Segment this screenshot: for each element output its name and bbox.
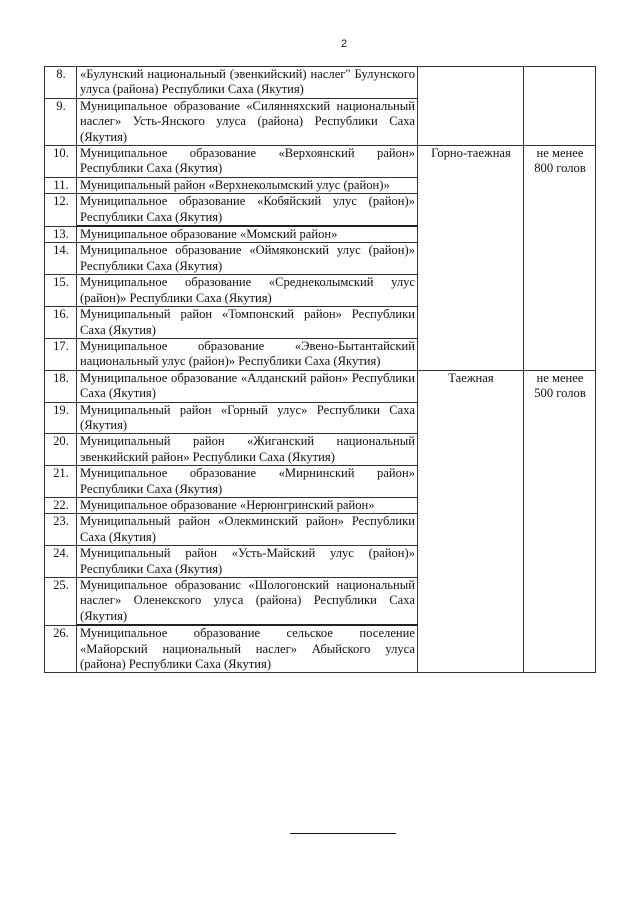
row-number: 8. xyxy=(45,67,77,99)
district-name: Муниципальный район «Горный улус» Республики Саха (Якутия) xyxy=(77,402,418,434)
minimum-cell xyxy=(524,67,596,146)
zone-cell xyxy=(418,67,524,146)
row-number: 13. xyxy=(45,226,77,243)
row-number: 21. xyxy=(45,466,77,498)
district-name: Муниципальное образование «Алданский район» Республики Саха (Якутия) xyxy=(77,370,418,402)
districts-table xyxy=(44,66,596,673)
row-number: 25. xyxy=(45,578,77,626)
row-number: 12. xyxy=(45,194,77,226)
district-name: Муниципальное образование «Силянняхский национальный наслег» Усть-Янского улуса (района) Республики Саха (Якутия) xyxy=(77,98,418,145)
district-name: Муниципальный район «Жиганский национальный эвенкийский район» Республики Саха (Якутия) xyxy=(77,434,418,466)
district-name: Муниципальное образование «Нерюнгринский район» xyxy=(77,497,418,513)
district-name: Муниципальный район «Томпонский район» Республики Саха (Якутия) xyxy=(77,307,418,339)
footer-separator-line xyxy=(290,833,396,834)
district-name: Муниципальное образование «Момский район» xyxy=(77,226,418,243)
district-name: Муниципальный район «Усть-Майский улус (район)» Республики Саха (Якутия) xyxy=(77,546,418,578)
table-row xyxy=(45,370,596,402)
row-number: 15. xyxy=(45,275,77,307)
table-row xyxy=(45,146,596,178)
row-number: 14. xyxy=(45,243,77,275)
zone-cell: Таежная xyxy=(418,370,524,673)
district-name: Муниципальное образование «Верхоянский район» Республики Саха (Якутия) xyxy=(77,146,418,178)
district-name: Муниципальное образование «Кобяйский улус (район)» Республики Саха (Якутия) xyxy=(77,194,418,226)
row-number: 23. xyxy=(45,514,77,546)
row-number: 20. xyxy=(45,434,77,466)
district-name: Муниципальный район «Верхнеколымский улус (район)» xyxy=(77,177,418,193)
row-number: 10. xyxy=(45,146,77,178)
minimum-cell: не менее 500 голов xyxy=(524,370,596,673)
row-number: 11. xyxy=(45,177,77,193)
row-number: 24. xyxy=(45,546,77,578)
row-number: 19. xyxy=(45,402,77,434)
table-row xyxy=(45,67,596,99)
district-name: Муниципальное образование «Среднеколымский улус (район)» Республики Саха (Якутия) xyxy=(77,275,418,307)
district-name: Муниципальное образованис «Шологонский национальный наслег» Оленекского улуса (района) Республики Саха (Якутия) xyxy=(77,578,418,626)
district-name: Муниципальное образование «Эвено-Бытантайский национальный улус (район)» Республики Саха (Якутия) xyxy=(77,338,418,370)
row-number: 22. xyxy=(45,497,77,513)
row-number: 9. xyxy=(45,98,77,145)
zone-cell: Горно-таежная xyxy=(418,146,524,371)
district-name: Муниципальный район «Олекминский район» Республики Саха (Якутия) xyxy=(77,514,418,546)
district-name: Муниципальное образование «Мирнинский район» Республики Саха (Якутия) xyxy=(77,466,418,498)
row-number: 18. xyxy=(45,370,77,402)
district-name: Муниципальное образование сельское поселение «Майорский национальный наслег» Абыйского улуса (района) Республики Саха (Якутия) xyxy=(77,625,418,673)
row-number: 17. xyxy=(45,338,77,370)
district-name: Муниципальное образование «Оймяконский улус (район)» Республики Саха (Якутия) xyxy=(77,243,418,275)
row-number: 16. xyxy=(45,307,77,339)
district-name: «Булунский национальный (эвенкийский) наслег" Булунского улуса (района) Республики Саха (Якутия) xyxy=(77,67,418,99)
row-number: 26. xyxy=(45,625,77,673)
minimum-cell: не менее 800 голов xyxy=(524,146,596,371)
page-number: 2 xyxy=(340,38,348,50)
